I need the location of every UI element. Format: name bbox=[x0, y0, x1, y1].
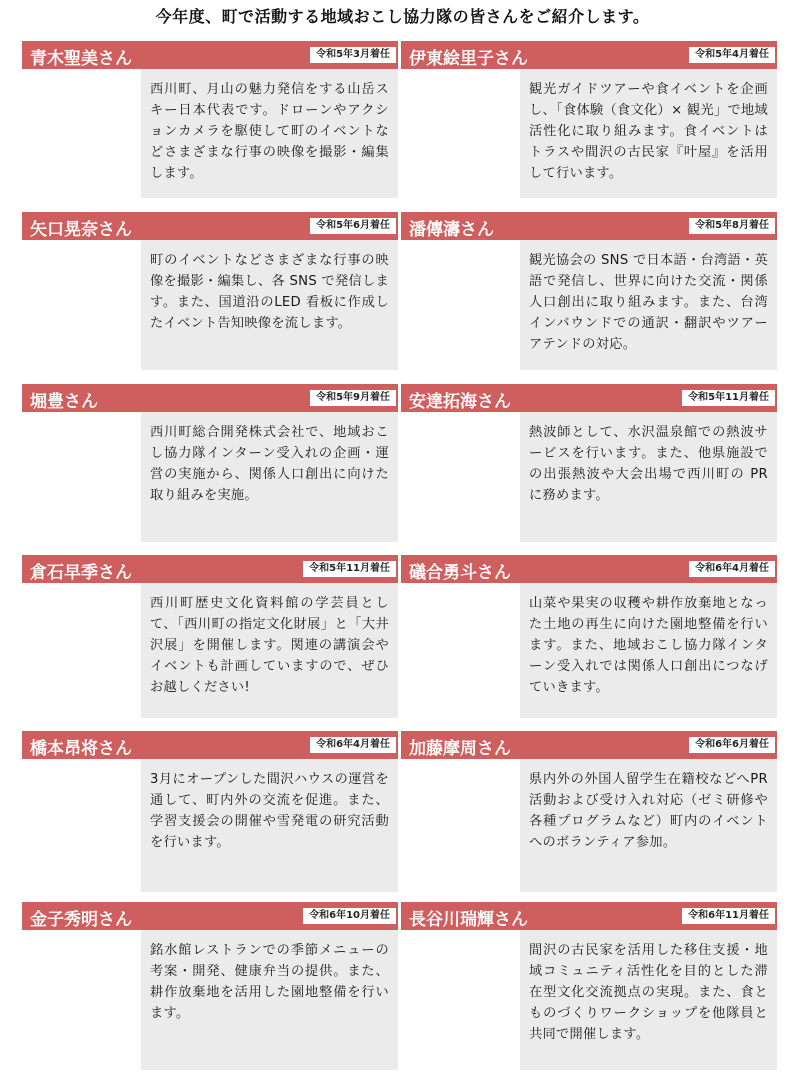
joined-date-tag: 令和5年4月着任 bbox=[689, 47, 775, 63]
member-description: 観光協会の SNS で日本語・台湾語・英語で発信し、世界に向けた交流・関係人口創出に取り組みます。また、台湾インバウンドでの通訳・翻訳やツアーアテンドの対応。 bbox=[529, 253, 768, 352]
joined-date-tag: 令和6年4月着任 bbox=[310, 737, 396, 753]
member-name: 長谷川瑞輝さん bbox=[409, 910, 528, 930]
joined-date-tag: 令和6年10月着任 bbox=[303, 908, 396, 924]
description-box bbox=[141, 69, 398, 198]
joined-date-tag: 令和6年11月着任 bbox=[682, 908, 775, 924]
card-header bbox=[401, 41, 777, 69]
member-name: 加藤摩周さん bbox=[409, 739, 511, 759]
joined-date-tag: 令和5年9月着任 bbox=[310, 390, 396, 406]
description-box bbox=[141, 759, 398, 892]
member-description: 山菜や果実の収穫や耕作放棄地となった土地の再生に向けた園地整備を行います。また、地域おこし協力隊インターン受入れでは関係人口創出につなげていきます。 bbox=[529, 596, 768, 695]
description-box bbox=[141, 930, 398, 1070]
joined-date-tag: 令和5年11月着任 bbox=[303, 561, 396, 577]
card-header bbox=[22, 555, 398, 583]
card-header bbox=[22, 731, 398, 759]
member-name: 金子秀明さん bbox=[30, 910, 132, 930]
member-description: 町のイベントなどさまざまな行事の映像を撮影・編集し、各 SNS で発信します。また、国道沿のLED 看板に作成したイベント告知映像を流します。 bbox=[150, 253, 389, 331]
description-box bbox=[141, 240, 398, 370]
member-name: 安達拓海さん bbox=[409, 392, 511, 412]
card-header bbox=[401, 384, 777, 412]
member-description: 銘水館レストランでの季節メニューの考案・開発、健康弁当の提供。また、耕作放棄地を活用した園地整備を行います。 bbox=[150, 943, 389, 1021]
description-box bbox=[520, 412, 777, 542]
card-header bbox=[22, 212, 398, 240]
member-description: 西川町総合開発株式会社で、地域おこし協力隊インターン受入れの企画・運営の実施から、関係人口創出に向けた取り組みを実施。 bbox=[150, 425, 389, 503]
member-name: 潘傳濤さん bbox=[409, 220, 494, 240]
description-box bbox=[520, 930, 777, 1070]
member-description: 観光ガイドツアーや食イベントを企画し、「食体験（食文化）× 観光」で地域活性化に取り組みます。食イベントはトラスや間沢の古民家『叶屋』を活用して行います。 bbox=[529, 82, 768, 181]
description-box bbox=[520, 240, 777, 370]
member-name: 倉石早季さん bbox=[30, 563, 132, 583]
card-header bbox=[22, 41, 398, 69]
card-header bbox=[401, 731, 777, 759]
member-description: 熱波師として、水沢温泉館での熱波サービスを行います。また、他県施設での出張熱波や大会出場で西川町の PR に務めます。 bbox=[529, 425, 768, 503]
member-name: 青木聖美さん bbox=[30, 49, 132, 69]
member-description: 西川町、月山の魅力発信をする山岳スキー日本代表です。ドローンやアクションカメラを駆使して町のイベントなどさまざまな行事の映像を撮影・編集します。 bbox=[150, 82, 389, 181]
description-box bbox=[520, 759, 777, 892]
joined-date-tag: 令和6年6月着任 bbox=[689, 737, 775, 753]
joined-date-tag: 令和6年4月着任 bbox=[689, 561, 775, 577]
description-box bbox=[141, 412, 398, 542]
description-box bbox=[520, 69, 777, 198]
joined-date-tag: 令和5年8月着任 bbox=[689, 218, 775, 234]
member-description: 県内外の外国人留学生在籍校などへPR 活動および受け入れ対応（ゼミ研修や各種プログラムなど）町内のイベントへのボランティア参加。 bbox=[529, 772, 768, 850]
page-title: 今年度、町で活動する地域おこし協力隊の皆さんをご紹介します。 bbox=[155, 7, 650, 26]
description-box bbox=[520, 583, 777, 718]
joined-date-tag: 令和5年6月着任 bbox=[310, 218, 396, 234]
card-header bbox=[22, 902, 398, 930]
card-header bbox=[401, 212, 777, 240]
member-description: 西川町歴史文化資料館の学芸員として、「西川町の指定文化財展」と「大井沢展」を開催します。関連の講演会やイベントも計画していますので、ぜひお越しください! bbox=[150, 596, 389, 695]
member-description: 3月にオープンした間沢ハウスの運営を通して、町内外の交流を促進。また、学習支援会の開催や雪発電の研究活動を行います。 bbox=[150, 772, 389, 850]
card-header bbox=[22, 384, 398, 412]
joined-date-tag: 令和5年3月着任 bbox=[310, 47, 396, 63]
description-box bbox=[141, 583, 398, 718]
member-description: 間沢の古民家を活用した移住支援・地域コミュニティ活性化を目的とした滞在型文化交流拠点の実現。また、食とものづくりワークショップを他隊員と共同で開催します。 bbox=[529, 943, 768, 1042]
member-name: 伊東絵里子さん bbox=[409, 49, 528, 69]
card-header bbox=[401, 902, 777, 930]
member-name: 矢口晃奈さん bbox=[30, 220, 132, 240]
member-name: 礒合勇斗さん bbox=[409, 563, 511, 583]
joined-date-tag: 令和5年11月着任 bbox=[682, 390, 775, 406]
member-name: 橋本昂将さん bbox=[30, 739, 132, 759]
card-header bbox=[401, 555, 777, 583]
member-name: 堀豊さん bbox=[30, 392, 98, 412]
